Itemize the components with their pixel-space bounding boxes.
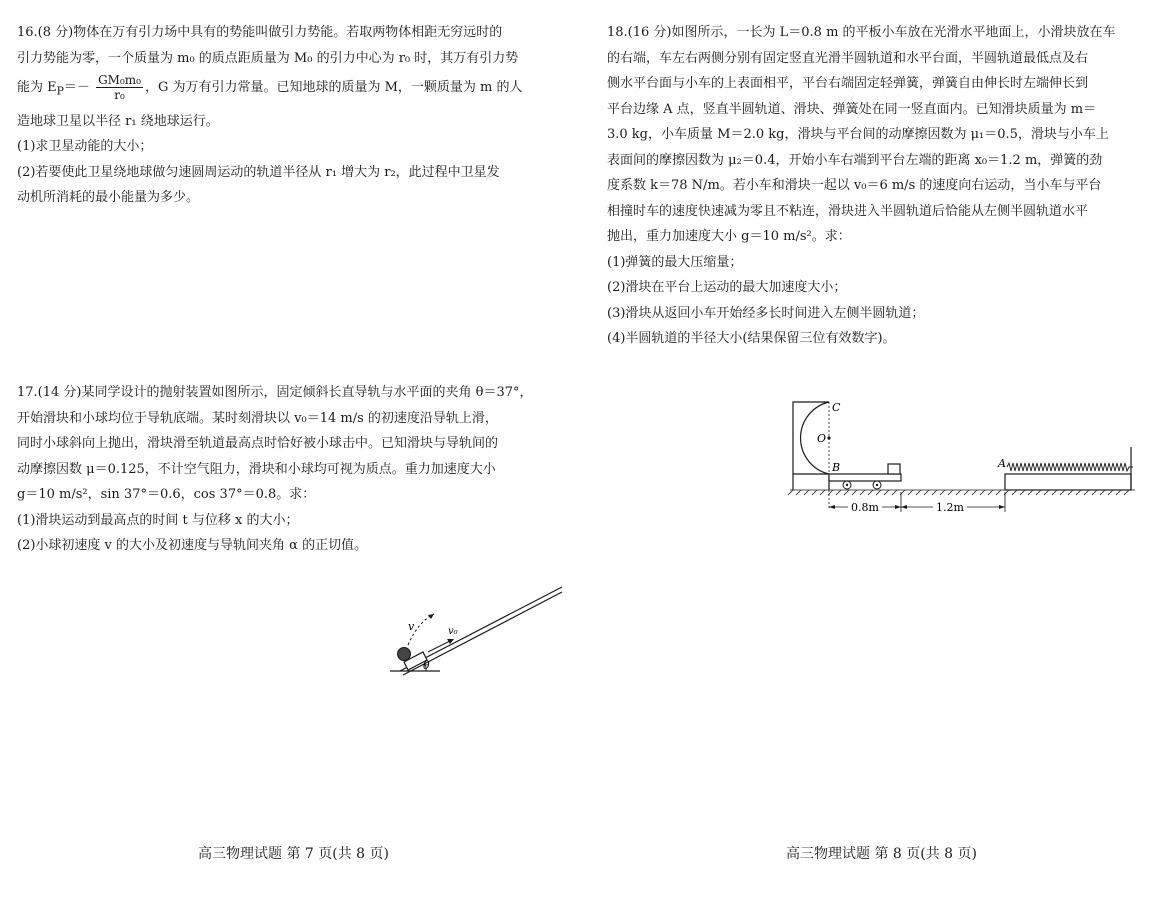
- q16-line-2: 引力势能为零，一个质量为 m₀ 的质点距质量为 M₀ 的引力中心为 r₀ 时，其万有引力势: [17, 50, 519, 66]
- dim-arrow-gap-right: [999, 505, 1005, 509]
- dim-label-car: 0.8m: [851, 501, 879, 514]
- label-c: C: [832, 401, 841, 414]
- q17-line-5: g＝10 m/s²，sin 37°＝0.6，cos 37°＝0.8。求：: [17, 487, 316, 502]
- q18-line-7: 度系数 k＝78 N/m。若小车和滑块一起以 v₀＝6 m/s 的速度向右运动，当小车与平台: [607, 178, 1102, 193]
- q18-line-6: 表面间的摩擦因数为 μ₂＝0.4，开始小车右端到平台左端的距离 x₀＝1.2 m，弹簧的劲: [607, 152, 1103, 168]
- label-theta: θ: [423, 659, 430, 672]
- dim-arrow-car-left: [829, 505, 835, 509]
- q16-part-2: (2)若要使此卫星绕地球做匀速圆周运动的轨道半径从 r₁ 增大为 r₂，此过程中卫星发: [17, 164, 500, 180]
- q17-part-1: (1)滑块运动到最高点的时间 t 与位移 x 的大小；: [17, 512, 299, 528]
- q18-part-3: (3)滑块从返回小车开始经多长时间进入左侧半圆轨道；: [607, 305, 925, 321]
- q18-line-5: 3.0 kg，小车质量 M＝2.0 kg，滑块与平台间的动摩擦因数为 μ₁＝0.5，滑块与小车上: [607, 127, 1109, 142]
- q16-part-2-cont: 动机所消耗的最小能量为多少。: [17, 190, 200, 206]
- q16-part-1: (1)求卫星动能的大小；: [17, 139, 153, 155]
- dim-arrow-gap-left: [901, 505, 907, 509]
- dim-arrow-car-right: [895, 505, 901, 509]
- q16-line-1: 16.(8 分)物体在万有引力场中具有的势能叫做引力势能。若取两物体相距无穷远时的: [17, 25, 503, 40]
- left-page-column: [17, 20, 565, 553]
- footer-page-7: 高三物理试题 第 7 页(共 8 页): [198, 846, 389, 862]
- cart-spring-track-figure: [785, 397, 1150, 522]
- q18-line-4: 平台边缘 A 点，竖直半圆轨道、滑块、弹簧处在同一竖直面内。已知滑块质量为 m＝: [607, 101, 1097, 117]
- q17-line-1: 17.(14 分)某同学设计的抛射装置如图所示，固定倾斜长直导轨与水平面的夹角 θ＝37°，: [17, 385, 533, 400]
- fraction-numerator: GM₀m₀: [98, 73, 141, 87]
- wheel-right-hub: [876, 484, 878, 486]
- ground-hatching: [788, 490, 1135, 495]
- q16-line-4: 造地球卫星以半径 r₁ 绕地球运行。: [17, 113, 219, 129]
- q17-part-2: (2)小球初速度 v 的大小及初速度与导轨间夹角 α 的正切值。: [17, 538, 368, 553]
- question-17: [17, 380, 533, 559]
- q16-line-3-suffix: ，G 为万有引力常量。已知地球的质量为 M，一颗质量为 m 的人: [144, 80, 523, 95]
- q17-line-3: 同时小球斜向上抛出，滑块滑至轨道最高点时恰好被小球击中。已知滑块与导轨间的: [17, 436, 499, 451]
- platform: [1005, 474, 1131, 490]
- fraction-denominator: r₀: [114, 88, 125, 102]
- q16-line-3: [17, 71, 565, 109]
- q18-line-1: 18.(16 分)如图所示，一长为 L＝0.8 m 的平板小车放在光滑水平地面上，小滑块放在车: [607, 25, 1116, 40]
- q16-subscript-p: P: [56, 84, 64, 98]
- q17-line-2: 开始滑块和小球均位于导轨底端。某时刻滑块以 v₀＝14 m/s 的初速度沿导轨上滑，: [17, 410, 498, 426]
- q18-part-2: (2)滑块在平台上运动的最大加速度大小；: [607, 280, 847, 295]
- flat-cart: [829, 474, 901, 481]
- q17-line-4: 动摩擦因数 μ＝0.125，不计空气阻力，滑块和小球均可视为质点。重力加速度大小: [17, 461, 496, 477]
- label-a: A: [998, 457, 1006, 470]
- q18-line-8: 相撞时车的速度快速减为零且不粘连，滑块进入半圆轨道后恰能从左侧半圆轨道水平: [607, 203, 1089, 219]
- spring: [1007, 463, 1133, 471]
- q18-line-3: 侧水平台面与小车的上表面相平，平台右端固定轻弹簧，弹簧自由伸长时左端伸长到: [607, 76, 1089, 91]
- label-v: v: [408, 620, 415, 633]
- right-page-column: [607, 20, 1155, 352]
- slider-block: [888, 464, 900, 474]
- incline-launcher-figure: [390, 580, 570, 680]
- question-18: [607, 20, 1155, 352]
- label-o: O: [817, 432, 827, 445]
- q18-part-1: (1)弹簧的最大压缩量；: [607, 254, 743, 270]
- q18-part-4: (4)半圆轨道的半径大小(结果保留三位有效数字)。: [607, 331, 896, 346]
- label-v0: v₀: [448, 626, 458, 637]
- dim-label-gap: 1.2m: [936, 501, 964, 514]
- small-ball: [398, 648, 411, 661]
- q16-equals-minus: ＝－: [63, 80, 90, 95]
- q18-line-9: 抛出，重力加速度大小 g＝10 m/s²。求：: [607, 229, 851, 244]
- label-b: B: [832, 461, 841, 474]
- footer-page-8: 高三物理试题 第 8 页(共 8 页): [786, 846, 977, 862]
- q18-line-2: 的右端，车左右两侧分别有固定竖直光滑半圆轨道和水平台面，半圆轨道最低点及右: [607, 50, 1089, 66]
- question-16: [17, 20, 565, 211]
- wheel-left-hub: [846, 484, 848, 486]
- q16-line-3-prefix: 能为 E: [17, 80, 57, 95]
- center-point-o: [827, 436, 830, 439]
- potential-energy-fraction: [96, 73, 143, 102]
